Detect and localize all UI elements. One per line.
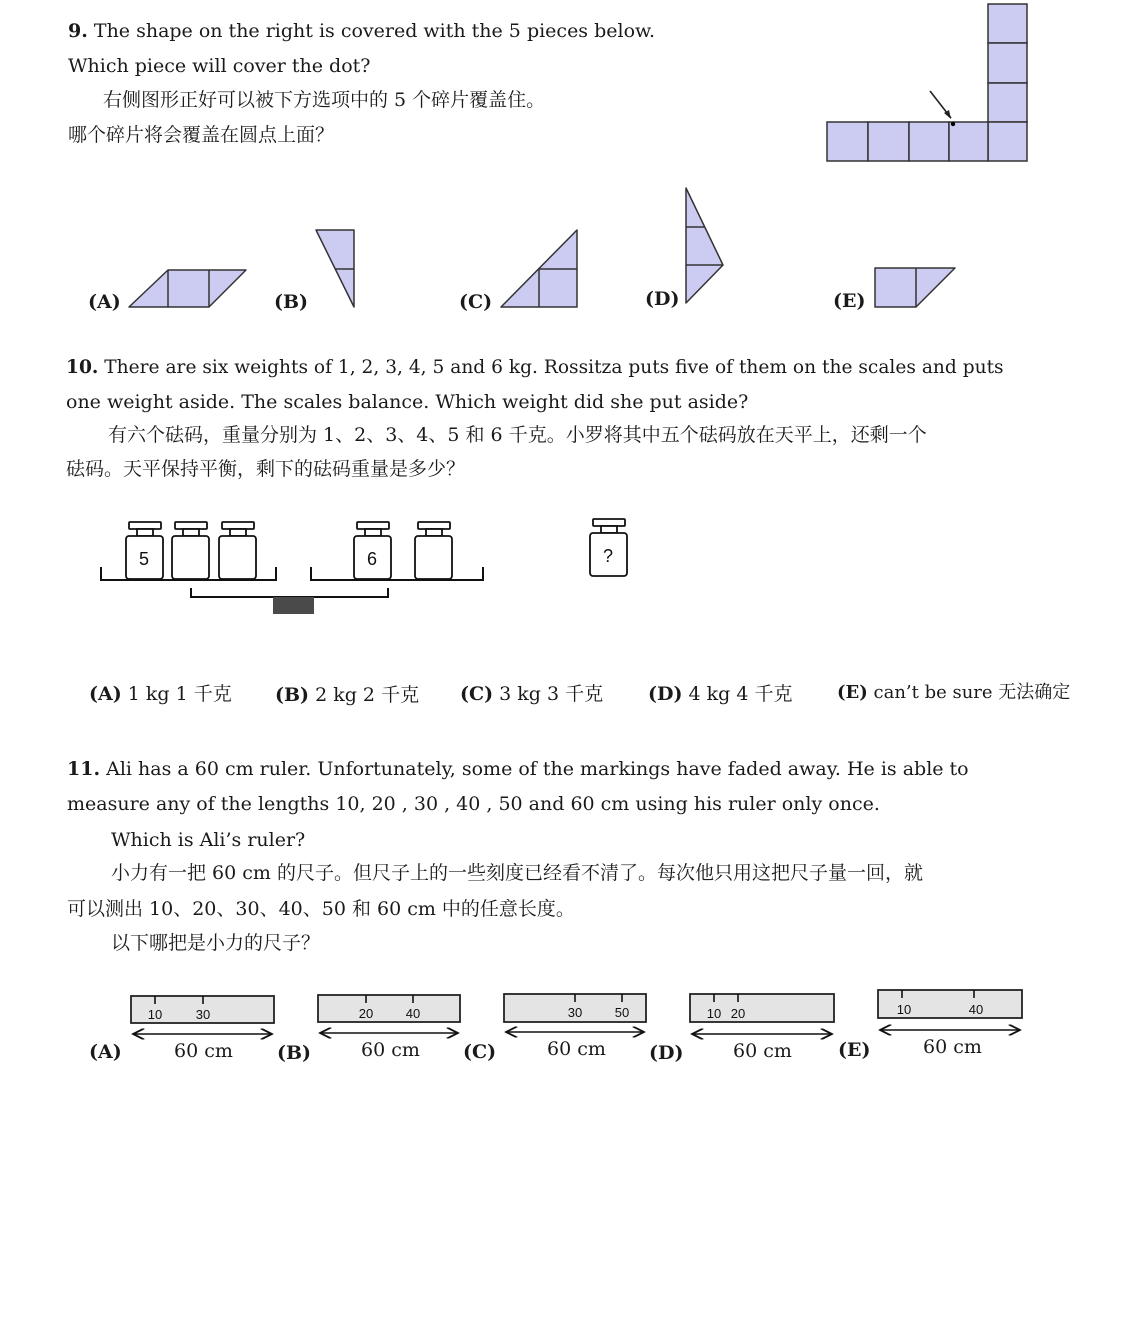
ruler-a-length: 60 cm (174, 1040, 233, 1062)
ruler-d-mark-2: 20 (730, 1006, 746, 1021)
q10-number: 10. (66, 357, 99, 378)
q10-answer-a-text: 1 kg 1 千克 (127, 683, 232, 705)
ruler-d-length: 60 cm (733, 1040, 792, 1062)
q11-option-a[interactable]: (A) (89, 1041, 122, 1063)
ruler-b-mark-1: 20 (358, 1006, 374, 1021)
q10-zh-line1: 有六个砝码，重量分别为 1、2、3、4、5 和 6 千克。小罗将其中五个砝码放在天平上，还剩一个 (108, 424, 927, 446)
q11-en-line3: Which is Ali’s ruler? (111, 829, 306, 851)
q11-zh-line2: 可以测出 10、20、30、40、50 和 60 cm 中的任意长度。 (67, 898, 575, 920)
ruler-e-mark-1: 10 (896, 1002, 912, 1017)
q10-en-text1: There are six weights of 1, 2, 3, 4, 5 and 6 kg. Rossitza puts five of them on the scales and puts (104, 357, 1004, 378)
ruler-e-mark-2: 40 (968, 1002, 984, 1017)
q10-answer-d-label: (D) (648, 683, 683, 705)
ruler-b (318, 995, 460, 1022)
ruler-a-mark-1: 10 (147, 1007, 163, 1022)
ruler-b-mark-2: 40 (405, 1006, 421, 1021)
q9-option-d[interactable]: (D) (645, 288, 680, 310)
q9-option-a[interactable]: (A) (88, 291, 121, 313)
q11-zh-line3: 以下哪把是小力的尺子？ (111, 932, 321, 954)
q11-option-c[interactable]: (C) (463, 1041, 497, 1063)
q11-en-text1: Ali has a 60 cm ruler. Unfortunately, some of the markings have faded away. He is able to (106, 758, 969, 780)
q10-answer-b-label: (B) (275, 684, 310, 706)
q9-option-b[interactable]: (B) (274, 291, 309, 313)
q11-option-e[interactable]: (E) (838, 1039, 871, 1061)
ruler-a-mark-2: 30 (195, 1007, 211, 1022)
ruler-e-length: 60 cm (923, 1036, 982, 1058)
q9-en-line2: Which piece will cover the dot? (68, 55, 371, 77)
q10-answer-a-label: (A) (89, 683, 122, 705)
q11-number: 11. (67, 758, 101, 780)
q11-option-b[interactable]: (B) (277, 1042, 312, 1064)
ruler-b-length: 60 cm (361, 1039, 420, 1061)
q9-option-e[interactable]: (E) (833, 290, 866, 312)
weight-5-label: 5 (138, 549, 150, 569)
ruler-c-mark-1: 30 (567, 1005, 583, 1020)
q11-zh-line1: 小力有一把 60 cm 的尺子。但尺子上的一些刻度已经看不清了。每次他只用这把尺子量一回，就 (111, 862, 923, 884)
q10-answer-d-text: 4 kg 4 千克 (688, 683, 793, 705)
q10-zh-line2: 砝码。天平保持平衡，剩下的砝码重量是多少？ (66, 458, 466, 480)
q9-zh-line1: 右侧图形正好可以被下方选项中的 5 个碎片覆盖住。 (103, 89, 546, 111)
q9-option-c[interactable]: (C) (459, 291, 493, 313)
q10-answer-c-label: (C) (460, 683, 494, 705)
q10-en-line2: one weight aside. The scales balance. Which weight did she put aside? (66, 391, 749, 413)
q10-answer-e-text: can’t be sure 无法确定 (873, 682, 1071, 703)
q9-number: 9. (68, 20, 88, 42)
q11-option-d[interactable]: (D) (649, 1042, 684, 1064)
weight-aside-label: ? (602, 546, 614, 566)
q11-en-line2: measure any of the lengths 10, 20 , 30 , 40 , 50 and 60 cm using his ruler only once. (67, 793, 880, 815)
q10-answer-b-text: 2 kg 2 千克 (315, 684, 420, 706)
q9-zh-line2: 哪个碎片将会覆盖在圆点上面？ (68, 124, 335, 146)
q10-answer-c-text: 3 kg 3 千克 (499, 683, 604, 705)
ruler-d-mark-1: 10 (706, 1006, 722, 1021)
ruler-c-length: 60 cm (547, 1038, 606, 1060)
ruler-c-mark-2: 50 (614, 1005, 630, 1020)
q10-answer-e-label: (E) (837, 682, 868, 703)
q9-en-text1: The shape on the right is covered with the 5 pieces below. (93, 20, 656, 42)
weight-6-label: 6 (366, 549, 378, 569)
